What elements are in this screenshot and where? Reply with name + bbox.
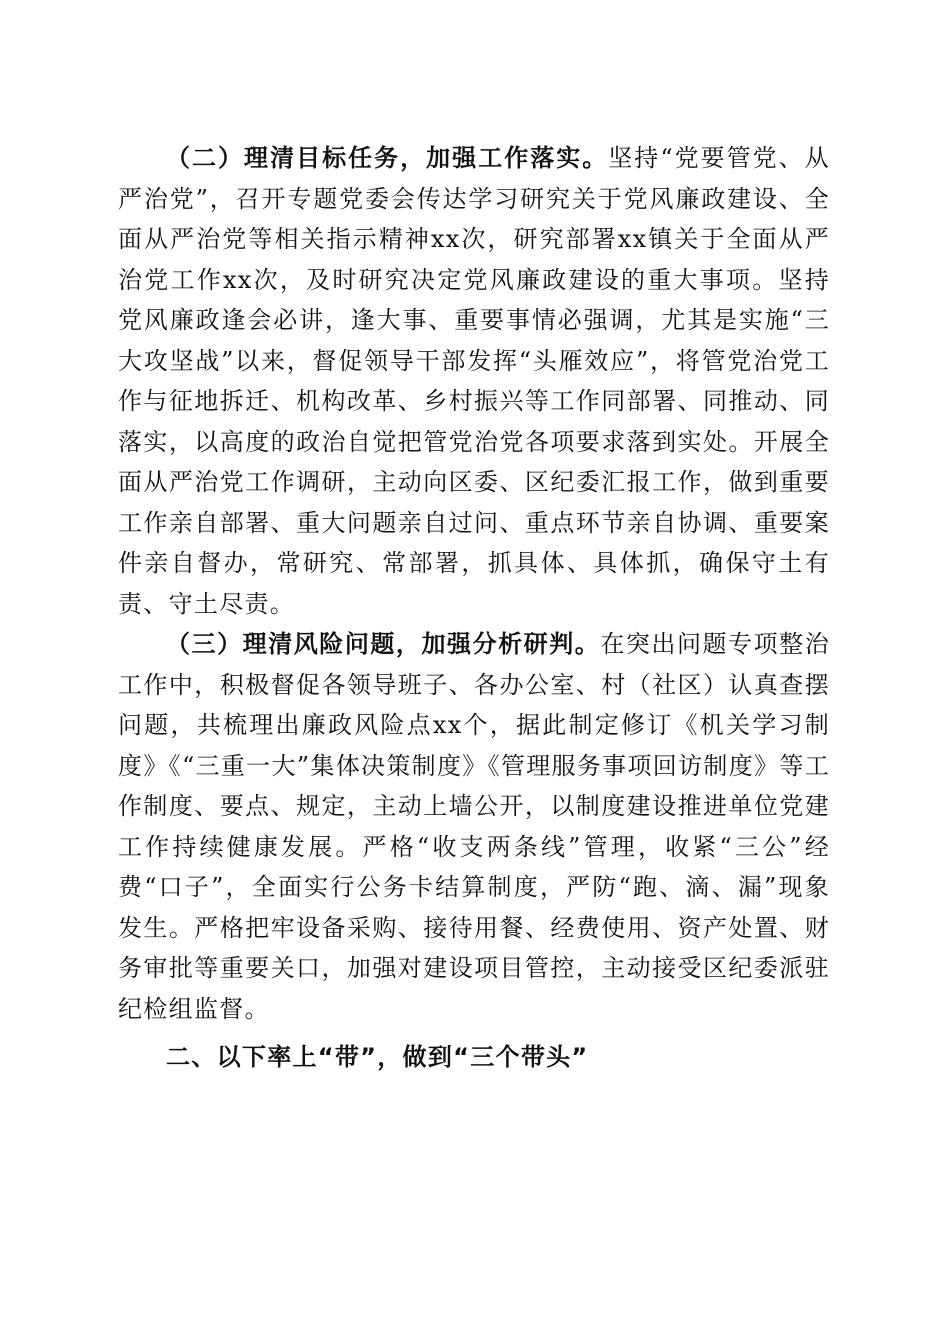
paragraph-lead: （三）理清风险问题，加强分析研判。: [166, 630, 601, 658]
paragraph-body: 坚持“党要管党、从严治党”，召开专题党委会传达学习研究关于党风廉政建设、全面从严治党等相关指示精神xx次，研究部署xx镇关于全面从严治党工作xx次，及时研究决定党风廉政建设的重大事项。坚持党风廉政逢会必讲，逢大事、重要事情必强调，尤其是实施“三大攻坚战”以来，督促领导干部发挥“头雁效应”，将管党治党工作与征地拆迁、机构改革、乡村振兴等工作同部署、同推动、同落实，以高度的政治自觉把管党治党各项要求落到实处。开展全面从严治党工作调研，主动向区委、区纪委汇报工作，做到重要工作亲自部署、重大问题亲自过问、重点环节亲自协调、重要案件亲自督办，常研究、常部署，抓具体、具体抓，确保守土有责、守土尽责。: [118, 144, 830, 618]
document-page: [118, 138, 830, 1078]
paragraph-body: 在突出问题专项整治工作中，积极督促各领导班子、各办公室、村（社区）认真查摆问题，共梳理出廉政风险点xx个，据此制定修订《机关学习制度》《“三重一大”集体决策制度》《管理服务事项回访制度》等工作制度、要点、规定，主动上墙公开，以制度建设推进单位党建工作持续健康发展。严格“收支两条线”管理，收紧“三公”经费“口子”，全面实行公务卡结算制度，严防“跑、滴、漏”现象发生。严格把牢设备采购、接待用餐、经费使用、资产处置、财务审批等重要关口，加强对建设项目管控，主动接受区纪委派驻纪检组监督。: [118, 630, 830, 1023]
paragraph-risk-issues: [118, 624, 830, 1029]
paragraph-goal-tasks: [118, 138, 830, 624]
paragraph-lead: （二）理清目标任务，加强工作落实。: [166, 144, 609, 172]
section-heading: 二、以下率上“带”，做到“三个带头”: [166, 1043, 589, 1071]
